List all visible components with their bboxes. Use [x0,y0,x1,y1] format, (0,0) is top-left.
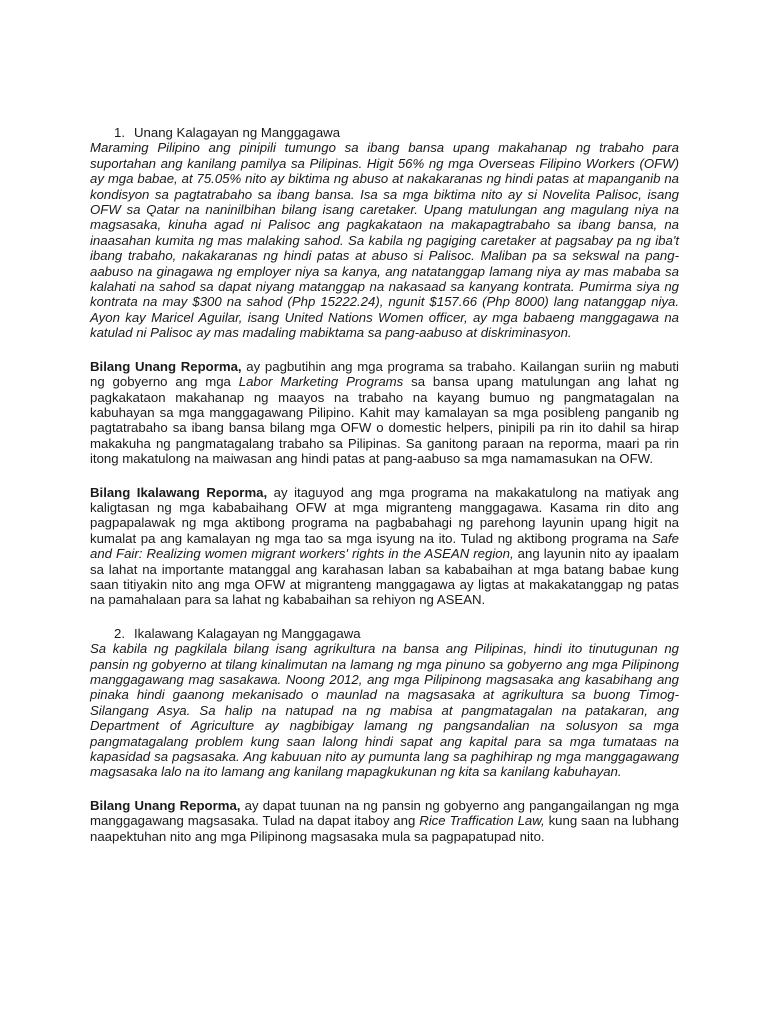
section-1-number: 1. [114,125,125,140]
section-1-reform-2-italic: Safe and Fair: Realizing women migrant workers' rights in the ASEAN region, [90,530,679,562]
section-1-reform-2-label: Bilang Ikalawang Reporma, [90,484,268,500]
section-2-number: 2. [114,625,125,641]
section-2-title: Ikalawang Kalagayan ng Manggagawa [134,625,361,641]
section-1-reform-1-text-a: ay pagbutihin ang mga programa sa trabaho. Kailangan suriin ng mabuti ng gobyerno ang mga [90,358,679,390]
section-2-reform-1-text-b: kung saan na lubhang naapektuhan nito ang mga Pilipinong magsasaka mula sa pagpapatupad nito. [90,813,679,844]
document-body [90,125,679,844]
section-1-reform-1-label: Bilang Unang Reporma, [90,358,242,374]
section-1-reform-1-text-b: sa bansa upang matulungan ang lahat ng pagkakataon makahanap ng maayos na trabaho na kayang bumuo ng pangmatagalan na kabuhayan sa mga manggagawang Pilipino. Kahit may kamalayan sa mga posibleng panganib ng pagtatrabaho sa ibang bansa bilang mga OFW o domestic helpers, pinipili pa rin ito dahil sa hirap makakuha ng pangmatagalang trabaho sa Pilipinas. Sa ganitong paraan na reporma, maari pa rin itong makatulong na maiwasan ang hindi patas at pang-aabuso sa mga namamasukan na OFW. [90,374,679,467]
section-1-intro: Maraming Pilipino ang pinipili tumungo sa ibang bansa upang makahanap ng trabaho para suportahan ang kanilang pamilya sa Pilipinas. Higit 56% ng mga Overseas Filipino Workers (OFW) ay mga babae, at 75.05% nito ay biktima ng abuso at nakakaranas ng hindi patas at mapanganib na kondisyon sa pagtatrabaho sa ibang bansa. Isa sa mga biktima nito ay si Novelita Palisoc, isang OFW sa Qatar na naninilbihan bilang isang caretaker. Upang matulungan ang magulang niya na magsasaka, kinuha agad ni Palisoc ang pagkakataon na makapagtrabaho sa ibang bansa, na inaasahan kumita ng mas malaking sahod. Sa kabila ng pagiging caretaker at pagsabay pa ng iba't ibang trabaho, nakakaranas ng hindi patas at abuso si Palisoc. Maliban pa sa sekswal na pang-aabuso na ginagawa ng employer niya sa kanya, ang natatanggap lamang niya ay mas mababa sa kalahati na sahod sa dapat niyang matanggap na nakasaad sa kanyang kontrata. Pumirma siya ng kontrata na may $300 na sahod (Php 15222.24), ngunit $157.66 (Php 8000) lang natanggap niya. Ayon kay Maricel Aguilar, isang United Nations Women officer, ay mga babaeng manggagawa na katulad ni Palisoc ay mas madaling mabiktama sa pang-aabuso at diskriminasyon. [90,140,679,341]
section-1-heading [90,125,679,140]
section-1-title: Unang Kalagayan ng Manggagawa [134,125,341,140]
section-1-reform-2-text-a: ay itaguyod ang mga programa na makakatulong na matiyak ang kaligtasan ng mga kababaihang OFW at mga migranteng manggagawa. Kasama rin dito ang pagpapalawak ng mga aktibong programa na pagbabahagi ng parehong layunin upang higit na kumalat pa ang kamalayan ng mga tao sa mga isyung na ito. Tulad ng aktibong programa na [90,484,679,546]
section-2-intro: Sa kabila ng pagkilala bilang isang agrikultura na bansa ang Pilipinas, hindi ito tinutugunan ng pansin ng gobyerno at tilang kinalimutan na lamang ng mga pinuno sa gobyerno ang mga Pilipinong manggagawang mag sasakawa. Noong 2012, ang mga Pilipinong magsasaka ang kasabihang ang pinaka hindi gaanong mekanisado o maunlad na magsasaka at agrikultura sa buong Timog-Silangang Asya. Sa halip na natupad na ng mabisa at pangmatagalan na patakaran, ang Department of Agriculture ay nagbibigay lamang ng pangsandalian na solusyon sa mga pangmatagalang problem kung saan lalong hindi sapat ang kapital para sa mga tumataas na kapasidad sa pagsasaka. Ang kabuuan nito ay pumunta lang sa paghihirap ng mga manggagawang magsasaka lalo na ito lamang ang kanilang mapagkukunan ng kita sa kanilang kabuhayan. [90,641,679,780]
section-2-reform-1 [90,798,679,844]
section-1-reform-2-text-b: ang layunin nito ay ipaalam sa lahat na importante matanggal ang karahasan laban sa kababaihan at mga batang babae kung saan titiyakin nito ang mga OFW at migranteng manggagawa ay ligtas at makakatanggap ng patas na pamahalaan para sa lahat ng kababaihan sa rehiyon ng ASEAN. [90,546,679,608]
section-1-reform-1 [90,359,679,467]
section-2-reform-1-italic: Rice Traffication Law, [419,813,545,829]
section-1-reform-2 [90,485,679,608]
section-2-reform-1-text-a: ay dapat tuunan na ng pansin ng gobyerno ang pangangailangan ng mga manggagawang magsasaka. Tulad na dapat itaboy ang [90,797,679,829]
section-2-heading [90,626,679,641]
section-2-reform-1-label: Bilang Unang Reporma, [90,797,241,813]
section-1-reform-1-italic: Labor Marketing Programs [238,374,404,390]
